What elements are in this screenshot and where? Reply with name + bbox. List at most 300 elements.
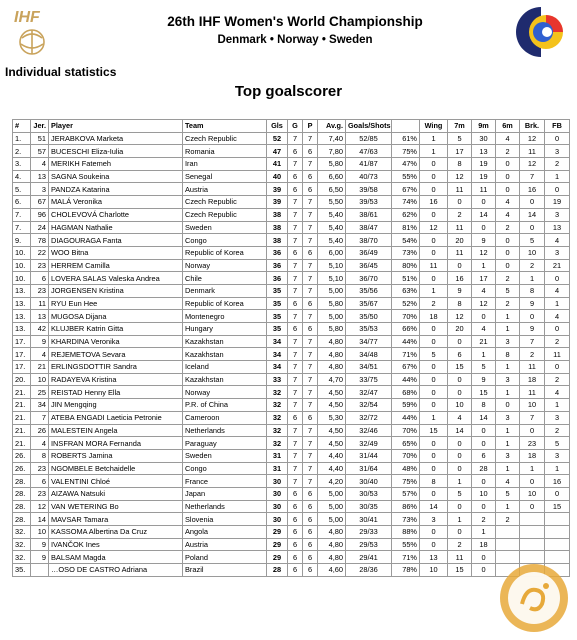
table-cell: 0 — [448, 449, 472, 462]
table-cell: 8 — [496, 348, 520, 361]
table-cell: 16 — [545, 475, 570, 488]
table-cell: 0 — [545, 323, 570, 336]
column-header: 7m — [448, 120, 472, 133]
table-cell: 20 — [448, 234, 472, 247]
table-cell: 7 — [288, 475, 303, 488]
table-cell: 34 — [267, 361, 288, 374]
table-cell: 1 — [545, 462, 570, 475]
table-cell: 7 — [288, 373, 303, 386]
table-cell: 7 — [303, 424, 318, 437]
table-cell: 28. — [13, 475, 31, 488]
table-cell: 30 — [267, 513, 288, 526]
table-cell: 1. — [13, 132, 31, 145]
table-cell: 14 — [31, 513, 49, 526]
table-cell: 57% — [392, 487, 420, 500]
table-cell: 34/48 — [346, 348, 392, 361]
table-cell: 41 — [267, 158, 288, 171]
table-cell: Senegal — [183, 170, 267, 183]
table-cell: Norway — [183, 259, 267, 272]
table-cell: 26 — [31, 424, 49, 437]
table-cell: 5 — [496, 284, 520, 297]
table-cell: 11 — [31, 297, 49, 310]
table-cell: 30/53 — [346, 487, 392, 500]
table-cell: 32 — [267, 437, 288, 450]
table-cell: 13. — [13, 323, 31, 336]
table-cell: 6 — [288, 538, 303, 551]
table-cell: 78 — [31, 234, 49, 247]
table-row — [13, 462, 570, 475]
table-cell: 11 — [448, 246, 472, 259]
table-cell: 30/41 — [346, 513, 392, 526]
table-cell: 15 — [545, 500, 570, 513]
table-cell: 9 — [448, 284, 472, 297]
table-cell: 68% — [392, 386, 420, 399]
table-cell: 26. — [13, 449, 31, 462]
table-cell: 7 — [303, 234, 318, 247]
table-cell: 2 — [545, 335, 570, 348]
table-cell: 28 — [267, 564, 288, 577]
table-cell: 18 — [420, 310, 448, 323]
table-cell: 5,10 — [318, 259, 346, 272]
table-cell: 1 — [420, 132, 448, 145]
table-row — [13, 335, 570, 348]
column-header: P — [303, 120, 318, 133]
table-row — [13, 500, 570, 513]
table-cell: 5,00 — [318, 310, 346, 323]
table-cell: 6 — [303, 170, 318, 183]
table-cell: 86% — [392, 500, 420, 513]
table-cell: 6 — [303, 246, 318, 259]
table-cell: 4 — [472, 284, 496, 297]
table-cell: 10 — [520, 246, 545, 259]
table-cell: 18 — [520, 449, 545, 462]
table-cell: 1 — [420, 284, 448, 297]
table-row — [13, 234, 570, 247]
table-cell: 6 — [303, 297, 318, 310]
table-row — [13, 487, 570, 500]
table-cell: 5 — [545, 437, 570, 450]
table-cell: Kazakhstan — [183, 373, 267, 386]
table-cell: 0 — [472, 310, 496, 323]
table-cell: 2 — [496, 513, 520, 526]
table-cell: 32 — [267, 386, 288, 399]
table-cell: 7 — [303, 259, 318, 272]
table-cell: P.R. of China — [183, 399, 267, 412]
table-cell: HAGMAN Nathalie — [49, 221, 183, 234]
table-cell: 0 — [448, 335, 472, 348]
table-cell: 5,00 — [318, 487, 346, 500]
table-cell: 5 — [472, 361, 496, 374]
table-cell: 74% — [392, 196, 420, 209]
table-cell: 4 — [31, 158, 49, 171]
table-cell: 52 — [267, 132, 288, 145]
table-cell: Iran — [183, 158, 267, 171]
table-row — [13, 399, 570, 412]
table-cell: 6 — [288, 246, 303, 259]
table-cell: 6 — [303, 323, 318, 336]
table-cell: 31 — [267, 449, 288, 462]
table-cell: 15 — [472, 386, 496, 399]
table-cell: 32 — [267, 411, 288, 424]
table-cell: 7 — [288, 208, 303, 221]
table-cell: 1 — [520, 272, 545, 285]
table-cell: 2. — [13, 145, 31, 158]
table-cell: 0 — [496, 259, 520, 272]
table-cell: 11 — [545, 348, 570, 361]
table-cell: 0 — [496, 183, 520, 196]
table-cell: 6 — [288, 170, 303, 183]
table-row — [13, 272, 570, 285]
table-cell: Japan — [183, 487, 267, 500]
table-cell: 25 — [31, 386, 49, 399]
table-row — [13, 361, 570, 374]
table-cell: 15 — [448, 564, 472, 577]
table-cell: 0 — [420, 234, 448, 247]
column-header: FB — [545, 120, 570, 133]
table-cell: 6 — [288, 145, 303, 158]
table-cell: 4,50 — [318, 424, 346, 437]
table-cell: 3 — [496, 411, 520, 424]
table-cell: 9 — [472, 373, 496, 386]
table-cell: 7 — [303, 158, 318, 171]
table-cell: KLUJBER Katrin Gitta — [49, 323, 183, 336]
table-cell: 20. — [13, 373, 31, 386]
championship-logo-icon — [513, 4, 569, 60]
table-cell: 2 — [520, 348, 545, 361]
table-cell: IVANČOK Ines — [49, 538, 183, 551]
table-cell: 4 — [496, 475, 520, 488]
table-cell: 8 — [448, 297, 472, 310]
top-goalscorer-table — [12, 119, 570, 577]
table-cell: 13. — [13, 297, 31, 310]
table-cell — [31, 564, 49, 577]
table-cell — [520, 526, 545, 539]
table-cell: 0 — [448, 196, 472, 209]
table-cell: BUCESCHI Eliza-Iulia — [49, 145, 183, 158]
table-cell: 18 — [472, 538, 496, 551]
table-cell: 0 — [545, 132, 570, 145]
table-cell: 3 — [496, 449, 520, 462]
table-cell: 59% — [392, 399, 420, 412]
table-row — [13, 513, 570, 526]
table-cell: 7 — [303, 449, 318, 462]
table-cell: 0 — [420, 373, 448, 386]
table-cell: 23 — [31, 462, 49, 475]
table-cell: 19 — [472, 170, 496, 183]
table-cell: 4,80 — [318, 361, 346, 374]
table-cell: Austria — [183, 538, 267, 551]
table-cell: 0 — [448, 437, 472, 450]
table-cell: HERREM Camilla — [49, 259, 183, 272]
table-row — [13, 246, 570, 259]
table-cell: 5,30 — [318, 411, 346, 424]
table-cell: 23 — [31, 259, 49, 272]
table-cell: 7 — [520, 411, 545, 424]
table-cell: 7 — [303, 284, 318, 297]
table-cell: 28. — [13, 500, 31, 513]
table-cell — [545, 538, 570, 551]
table-cell: 6 — [303, 564, 318, 577]
table-cell: 55% — [392, 170, 420, 183]
table-cell: 1 — [496, 424, 520, 437]
table-cell: 9 — [31, 538, 49, 551]
table-cell: 29/41 — [346, 551, 392, 564]
table-cell: 4,50 — [318, 386, 346, 399]
table-row — [13, 170, 570, 183]
table-cell: 12 — [420, 221, 448, 234]
table-cell: Netherlands — [183, 500, 267, 513]
table-cell: 7 — [288, 310, 303, 323]
table-cell: 7 — [303, 196, 318, 209]
table-cell: 0 — [472, 500, 496, 513]
table-cell — [545, 513, 570, 526]
table-cell: 30 — [267, 487, 288, 500]
table-cell: 6 — [31, 475, 49, 488]
table-cell: 13 — [545, 221, 570, 234]
table-cell: 47 — [267, 145, 288, 158]
table-cell: 5,40 — [318, 208, 346, 221]
table-cell: 10 — [520, 399, 545, 412]
table-cell: 1 — [496, 323, 520, 336]
table-cell: DIAGOURAGA Fanta — [49, 234, 183, 247]
table-cell: 6 — [303, 145, 318, 158]
table-cell: 44% — [392, 335, 420, 348]
table-cell: 47/63 — [346, 145, 392, 158]
table-cell: Czech Republic — [183, 196, 267, 209]
table-cell: 38/61 — [346, 208, 392, 221]
table-cell: 0 — [496, 234, 520, 247]
table-cell: 35/67 — [346, 297, 392, 310]
table-cell: VALENTINI Chloé — [49, 475, 183, 488]
table-cell: 32/46 — [346, 424, 392, 437]
table-cell: 47% — [392, 158, 420, 171]
table-cell: 1 — [448, 513, 472, 526]
table-row — [13, 208, 570, 221]
table-cell: 17 — [448, 145, 472, 158]
table-row — [13, 297, 570, 310]
table-cell: 71% — [392, 551, 420, 564]
table-cell: …OSO DE CASTRO Adriana — [49, 564, 183, 577]
table-cell: 0 — [420, 323, 448, 336]
table-cell: 14 — [448, 424, 472, 437]
table-cell: 1 — [496, 437, 520, 450]
column-header: 9m — [472, 120, 496, 133]
table-cell: 0 — [520, 196, 545, 209]
column-header: Wing — [420, 120, 448, 133]
table-cell: BALSAM Magda — [49, 551, 183, 564]
table-cell: 2 — [472, 513, 496, 526]
table-cell: 0 — [420, 361, 448, 374]
table-cell: 6 — [303, 513, 318, 526]
table-cell: 8 — [448, 158, 472, 171]
table-cell: 48% — [392, 462, 420, 475]
table-cell: 2 — [496, 221, 520, 234]
table-cell: 7 — [520, 170, 545, 183]
table-cell: 17. — [13, 348, 31, 361]
table-cell: 0 — [420, 272, 448, 285]
table-cell: 10 — [472, 487, 496, 500]
table-cell: 24 — [31, 221, 49, 234]
column-header: Av.g. — [318, 120, 346, 133]
table-cell: 7 — [288, 272, 303, 285]
table-cell: 5,40 — [318, 234, 346, 247]
table-cell: 1 — [496, 310, 520, 323]
table-cell: 33/75 — [346, 373, 392, 386]
table-cell: 1 — [420, 411, 448, 424]
table-cell: 41/87 — [346, 158, 392, 171]
table-cell: CHOLEVOVÁ Charlotte — [49, 208, 183, 221]
table-cell: 0 — [472, 424, 496, 437]
table-cell: 26. — [13, 462, 31, 475]
table-cell: 6 — [303, 487, 318, 500]
table-cell: 73% — [392, 246, 420, 259]
table-cell: 65% — [392, 437, 420, 450]
table-cell: 15 — [448, 361, 472, 374]
table-cell: 5 — [420, 348, 448, 361]
table-cell: Congo — [183, 234, 267, 247]
table-cell: 1 — [545, 170, 570, 183]
table-cell: 35 — [267, 310, 288, 323]
table-cell: 38 — [267, 208, 288, 221]
table-cell: 0 — [448, 373, 472, 386]
table-cell: LOVERA SALAS Valeska Andrea — [49, 272, 183, 285]
table-cell: 16 — [420, 196, 448, 209]
table-cell: 2 — [448, 538, 472, 551]
table-cell: 5. — [13, 183, 31, 196]
table-cell: 4 — [31, 348, 49, 361]
table-cell: Iceland — [183, 361, 267, 374]
table-cell: Norway — [183, 386, 267, 399]
table-cell: 12 — [448, 310, 472, 323]
table-cell: RYU Eun Hee — [49, 297, 183, 310]
table-cell: 0 — [420, 449, 448, 462]
column-header: Jer. — [31, 120, 49, 133]
table-cell: Netherlands — [183, 424, 267, 437]
table-cell: 6 — [288, 487, 303, 500]
table-cell: 40 — [267, 170, 288, 183]
table-cell: 4,80 — [318, 538, 346, 551]
table-cell: 0 — [420, 158, 448, 171]
table-cell: 11 — [472, 183, 496, 196]
table-cell: 4 — [545, 284, 570, 297]
table-cell: 0 — [420, 462, 448, 475]
table-cell: 35/50 — [346, 310, 392, 323]
table-cell: PANDZA Katarina — [49, 183, 183, 196]
table-cell: 36 — [267, 272, 288, 285]
table-cell: 7 — [303, 221, 318, 234]
table-cell: 35 — [267, 284, 288, 297]
table-cell: 9 — [520, 297, 545, 310]
table-cell: Denmark — [183, 284, 267, 297]
table-row — [13, 424, 570, 437]
table-cell: 52% — [392, 297, 420, 310]
table-cell: 31/64 — [346, 462, 392, 475]
table-cell: 0 — [472, 551, 496, 564]
table-cell: 7 — [288, 348, 303, 361]
header — [0, 0, 577, 62]
table-cell: 0 — [545, 487, 570, 500]
table-cell: 21. — [13, 424, 31, 437]
table-cell: MUGOSA Dijana — [49, 310, 183, 323]
table-cell: 0 — [520, 221, 545, 234]
table-cell: 4,50 — [318, 437, 346, 450]
table-cell: 5 — [448, 132, 472, 145]
table-cell: 42 — [31, 323, 49, 336]
table-cell: 0 — [496, 158, 520, 171]
table-cell: 0 — [448, 259, 472, 272]
table-cell: INSFRAN MORA Fernanda — [49, 437, 183, 450]
table-cell: 0 — [520, 475, 545, 488]
table-cell: Czech Republic — [183, 132, 267, 145]
table-cell: 0 — [472, 564, 496, 577]
table-cell: 0 — [448, 462, 472, 475]
table-cell: 7 — [303, 462, 318, 475]
table-cell: 4 — [496, 196, 520, 209]
table-cell: 38/47 — [346, 221, 392, 234]
table-cell: 12 — [31, 500, 49, 513]
table-cell: 6 — [303, 538, 318, 551]
table-cell: 67 — [31, 196, 49, 209]
table-cell: 51% — [392, 272, 420, 285]
table-cell: 0 — [448, 386, 472, 399]
table-cell: 28 — [472, 462, 496, 475]
table-cell: 1 — [545, 297, 570, 310]
table-cell: 1 — [472, 348, 496, 361]
table-cell: 7 — [288, 361, 303, 374]
column-header — [392, 120, 420, 133]
table-cell: 32. — [13, 538, 31, 551]
table-cell: 21. — [13, 386, 31, 399]
table-cell: 13 — [31, 310, 49, 323]
table-cell: 62% — [392, 208, 420, 221]
table-cell: 67% — [392, 361, 420, 374]
table-cell: 4,80 — [318, 335, 346, 348]
table-cell: 12 — [448, 170, 472, 183]
table-cell: 3 — [496, 373, 520, 386]
table-cell: 0 — [520, 310, 545, 323]
table-cell: 44% — [392, 411, 420, 424]
table-cell: 22 — [31, 246, 49, 259]
table-cell: 9. — [13, 234, 31, 247]
table-cell — [545, 526, 570, 539]
table-cell: 1 — [496, 462, 520, 475]
table-cell: 14 — [472, 411, 496, 424]
table-cell: 6 — [288, 411, 303, 424]
table-cell: 0 — [496, 170, 520, 183]
table-cell: 55% — [392, 538, 420, 551]
table-cell: 6,50 — [318, 183, 346, 196]
table-cell: 11 — [520, 361, 545, 374]
table-cell: 75% — [392, 475, 420, 488]
table-cell: 5,00 — [318, 513, 346, 526]
table-cell: 2 — [496, 297, 520, 310]
table-cell: 36/70 — [346, 272, 392, 285]
table-cell: 7 — [288, 462, 303, 475]
table-cell: 12 — [520, 158, 545, 171]
table-cell: 78% — [392, 564, 420, 577]
table-cell: 7 — [303, 310, 318, 323]
table-cell: 6,60 — [318, 170, 346, 183]
table-cell: JIN Mengqing — [49, 399, 183, 412]
table-cell: 13 — [472, 145, 496, 158]
table-cell: 6 — [472, 449, 496, 462]
table-cell: 1 — [496, 386, 520, 399]
table-cell: 5,50 — [318, 196, 346, 209]
table-cell: 7,80 — [318, 145, 346, 158]
table-cell: 4,80 — [318, 551, 346, 564]
table-cell: 0 — [545, 272, 570, 285]
table-cell: 5,00 — [318, 500, 346, 513]
